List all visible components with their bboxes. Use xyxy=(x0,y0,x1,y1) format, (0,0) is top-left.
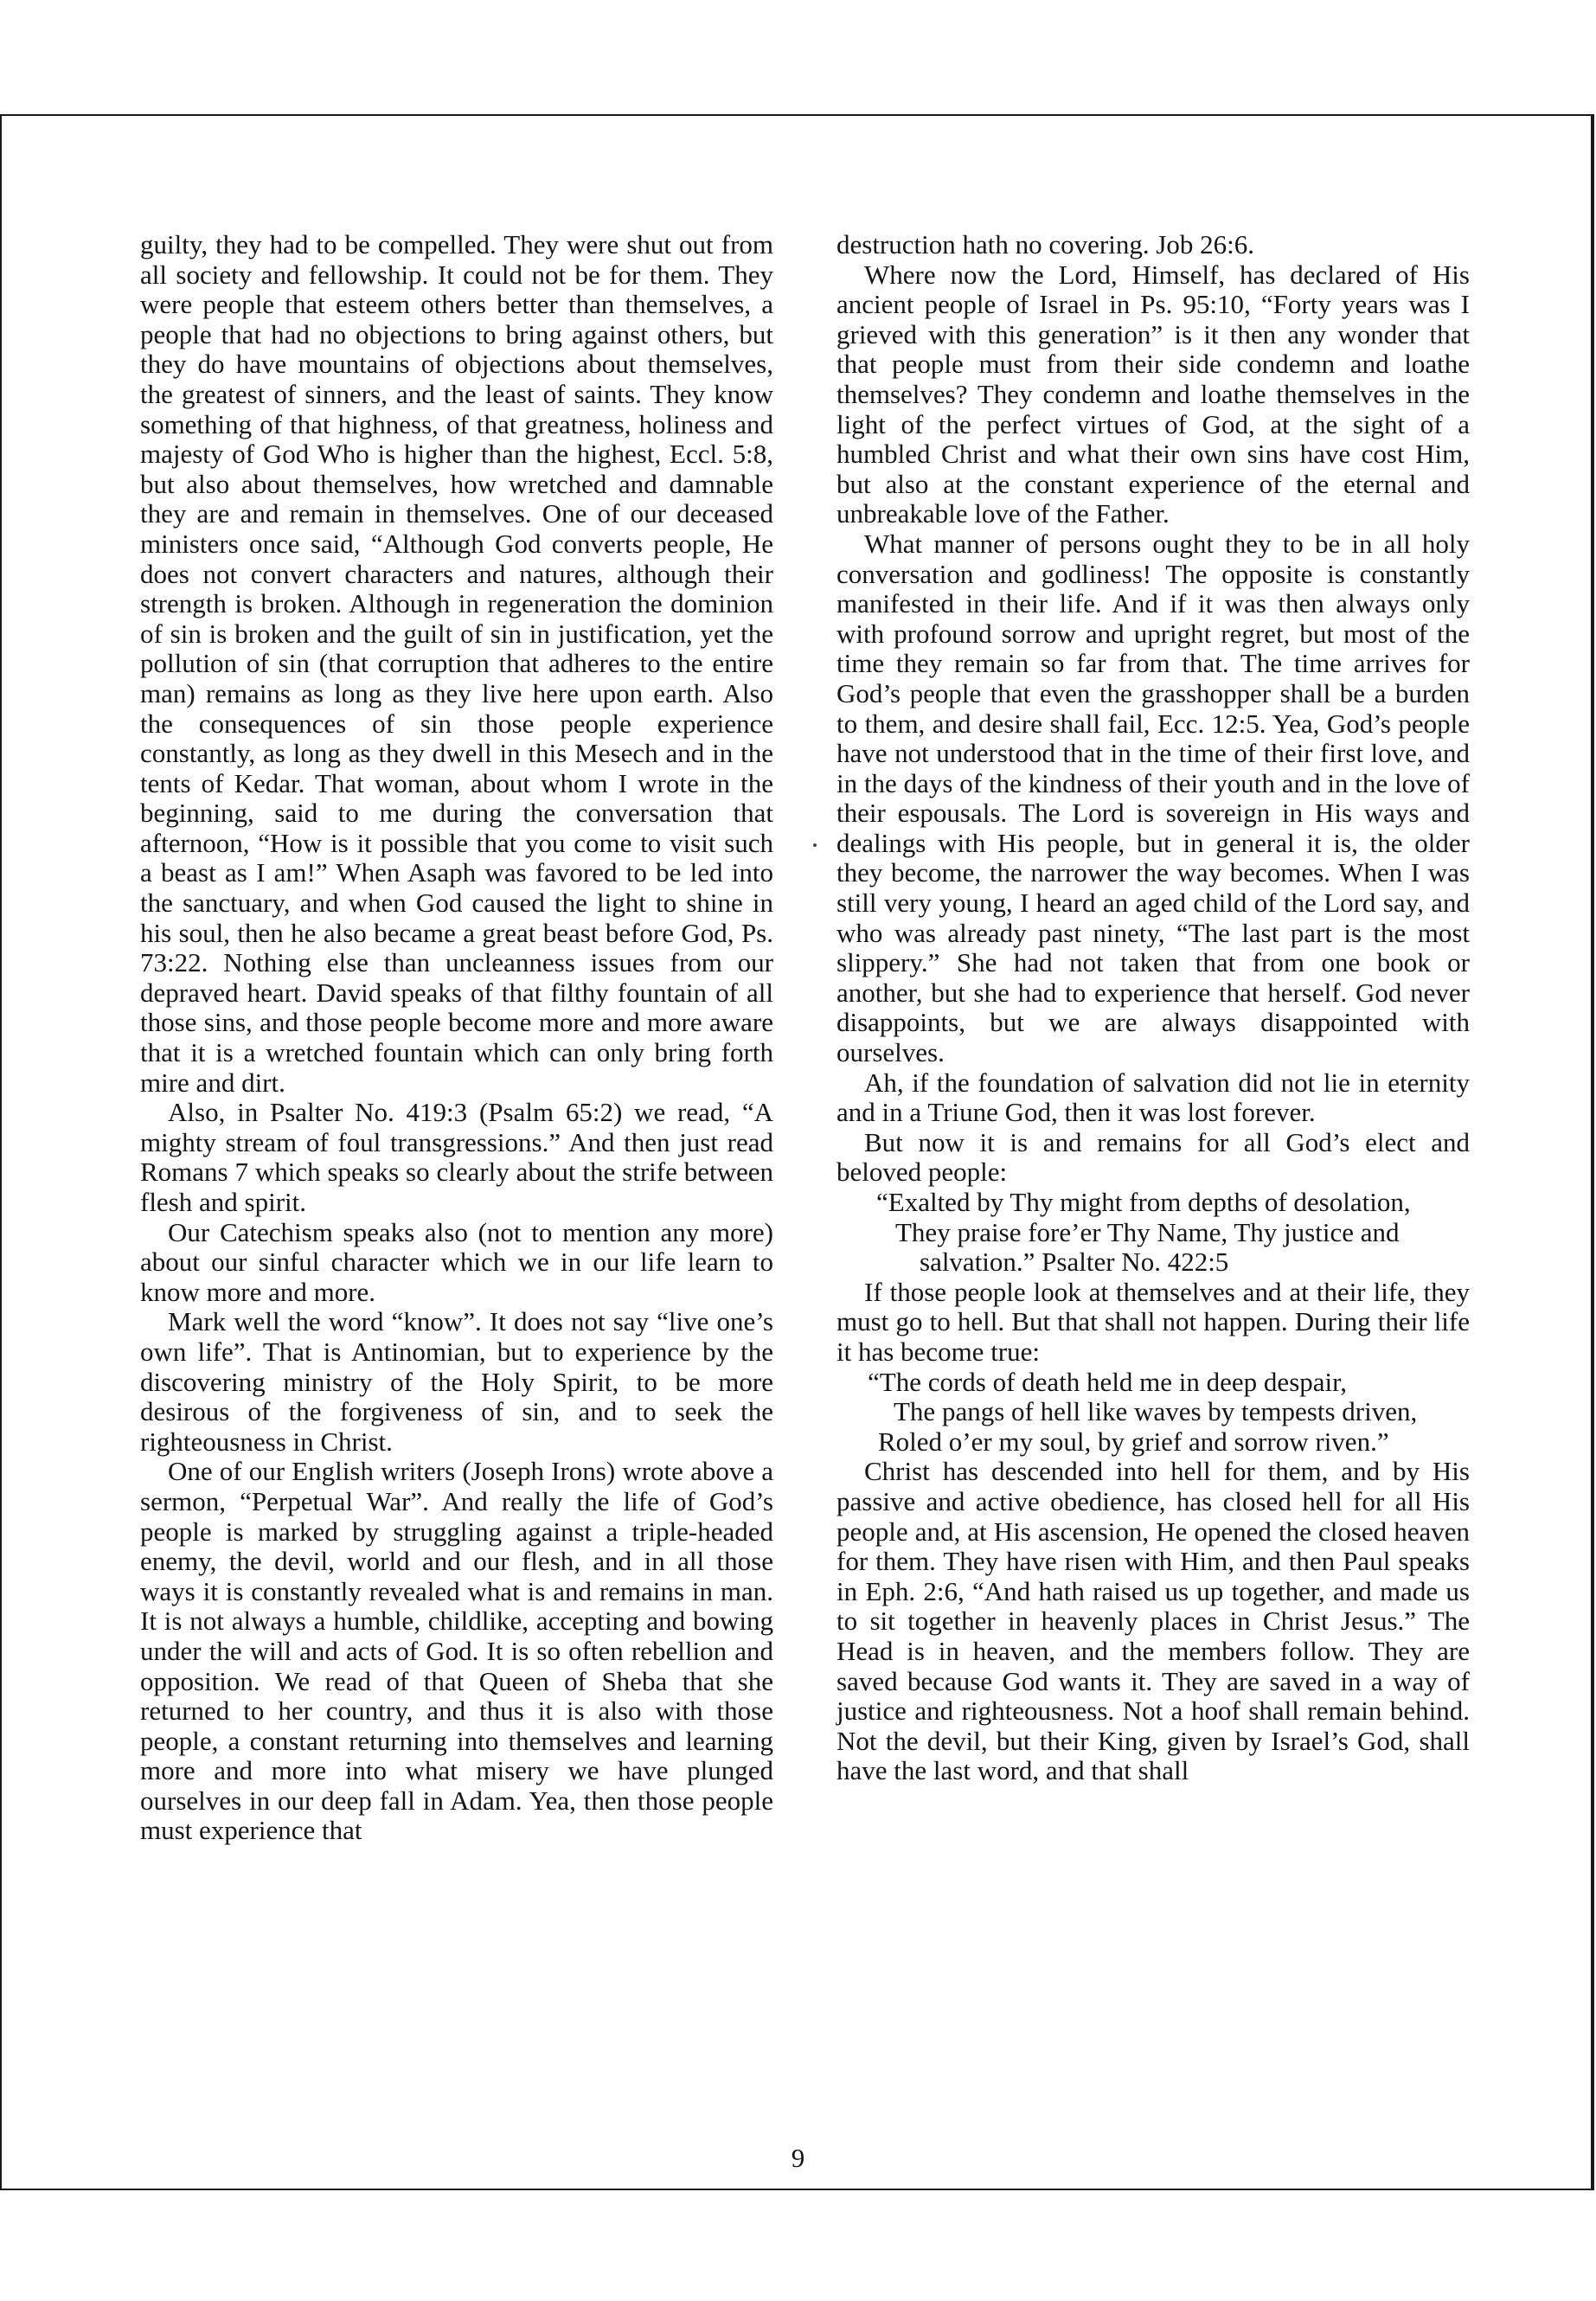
paragraph: Christ has descended into hell for them, and by His passive and active obedience, has closed hell for all His people and, at His ascension, He opened the closed heaven for them. They have risen with Him, and then Paul speaks in Eph. 2:6, “And hath raised us up together, and made us to sit together in heavenly places in Christ Jesus.” The Head is in heaven, and the members follow. They are saved because God wants it. They are saved in a way of justice and righteousness. Not a hoof shall remain behind. Not the devil, but their King, given by Israel’s God, shall have the last word, and that shall xyxy=(836,1456,1470,1786)
verse-line: Roled o’er my soul, by grief and sorrow riven.” xyxy=(878,1426,1389,1457)
psalter-quote xyxy=(836,1188,1470,1278)
right-column xyxy=(836,230,1470,1786)
paragraph: Ah, if the foundation of salvation did not lie in eternity and in a Triune God, then it was lost forever. xyxy=(836,1067,1470,1128)
paragraph: One of our English writers (Joseph Irons) wrote above a sermon, “Perpetual War”. And really the life of God’s people is marked by struggling against a triple-headed enemy, the devil, world and our flesh, and in all those ways it is constantly revealed what is and remains in man. It is not always a humble, childlike, accepting and bowing under the will and acts of God. It is so often rebellion and opposition. We read of that Queen of Sheba that she returned to her country, and thus it is also with those people, a constant returning into themselves and learning more and more into what misery we have plunged ourselves in our deep fall in Adam. Yea, then those people must experience that xyxy=(140,1456,773,1846)
paragraph: Our Catechism speaks also (not to mention any more) about our sinful character which we in our life learn to know more and more. xyxy=(140,1216,773,1307)
hymn-quote xyxy=(836,1368,1470,1458)
paragraph: Also, in Psalter No. 419:3 (Psalm 65:2) we read, “A mighty stream of foul transgressions.” And then just read Romans 7 which speaks so clearly about the strife between flesh and spirit. xyxy=(140,1097,773,1217)
page-number: 9 xyxy=(791,2143,805,2173)
paragraph: But now it is and remains for all God’s elect and beloved people: xyxy=(836,1126,1470,1188)
paragraph: Where now the Lord, Himself, has declared of His ancient people of Israel in Ps. 95:10, “Forty years was I grieved with this generation” is it then any wonder that that people must from their side condemn and loathe themselves? They condemn and loathe themselves in the light of the perfect virtues of God, at the sight of a humbled Christ and what their own sins have cost Him, but also at the constant experience of the eternal and unbreakable love of the Father. xyxy=(836,259,1470,529)
verse-line: “The cords of death held me in deep despair, xyxy=(868,1366,1347,1397)
verse-line: “Exalted by Thy might from depths of desolation, xyxy=(876,1187,1411,1217)
paragraph: destruction hath no covering. Job 26:6. xyxy=(836,229,1254,260)
verse-line: The pangs of hell like waves by tempests driven, xyxy=(894,1396,1418,1427)
left-column xyxy=(140,230,773,1846)
verse-line: They praise fore’er Thy Name, Thy justice and salvation.” Psalter No. 422:5 xyxy=(895,1216,1400,1278)
scan-speck xyxy=(813,843,817,847)
paragraph: What manner of persons ought they to be in all holy conversation and godliness! The opposite is constantly manifested in their life. And if it was then always only with profound sorrow and upright regret, but most of the time they remain so far from that. The time arrives for God’s people that even the grasshopper shall be a burden to them, and desire shall fail, Ecc. 12:5. Yea, God’s people have not understood that in the time of their first love, and in the days of the kindness of their youth and in the love of their espousals. The Lord is sovereign in His ways and dealings with His people, but in general it is, the older they become, the narrower the way becomes. When I was still very young, I heard an aged child of the Lord say, and who was already past ninety, “The last part is the most slippery.” She had not taken that from one book or another, but she had to experience that herself. God never disappoints, but we are always disappointed with ourselves. xyxy=(836,528,1470,1068)
paragraph: Mark well the word “know”. It does not say “live one’s own life”. That is Antinomian, but to experience by the discovering ministry of the Holy Spirit, to be more desirous of the forgiveness of sin, and to seek the righteousness in Christ. xyxy=(140,1306,773,1457)
paragraph: If those people look at themselves and at their life, they must go to hell. But that shall not happen. During their life it has become true: xyxy=(836,1276,1470,1367)
paragraph: guilty, they had to be compelled. They were shut out from all society and fellowship. It could not be for them. They were people that esteem others better than themselves, a people that had no objections to bring against others, but they do have mountains of objections about themselves, the greatest of sinners, and the least of saints. They know something of that highness, of that greatness, holiness and majesty of God Who is higher than the highest, Eccl. 5:8, but also about themselves, how wretched and damnable they are and remain in themselves. One of our deceased ministers once said, “Although God converts people, He does not convert characters and natures, although their strength is broken. Although in regeneration the dominion of sin is broken and the guilt of sin in justification, yet the pollution of sin (that corruption that adheres to the entire man) remains as long as they live here upon earth. Also the consequences of sin those people experience constantly, as long as they dwell in this Mesech and in the tents of Kedar. That woman, about whom I wrote in the beginning, said to me during the conversation that afternoon, “How is it possible that you come to visit such a beast as I am!” When Asaph was favored to be led into the sanctuary, and when God caused the light to shine in his soul, then he also became a great beast before God, Ps. 73:22. Nothing else than uncleanness issues from our depraved heart. David speaks of that filthy fountain of all those sins, and those people become more and more aware that it is a wretched fountain which can only bring forth mire and dirt. xyxy=(140,229,773,1098)
